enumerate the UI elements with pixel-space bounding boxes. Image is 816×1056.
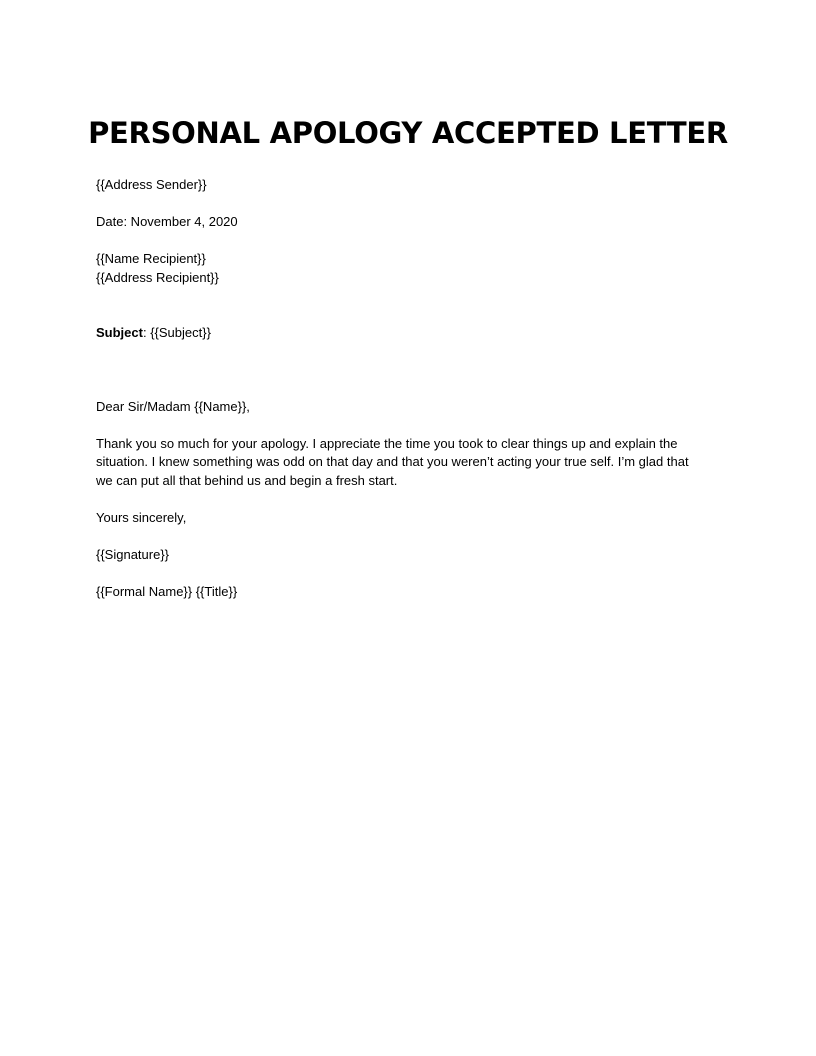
sender-address: {{Address Sender}}	[96, 177, 207, 192]
letter-body	[96, 176, 736, 601]
subject-value: : {{Subject}}	[142, 325, 211, 340]
formal-name-title: {{Formal Name}} {{Title}}	[96, 583, 238, 599]
subject-line	[96, 324, 736, 343]
recipient-address: {{Address Recipient}}	[96, 269, 219, 285]
closing: Yours sincerely,	[96, 509, 187, 525]
recipient-name: {{Name Recipient}}	[96, 251, 206, 266]
body-line: Thank you so much for your apology. I appreciate the time you took to clear things up and explain the	[96, 435, 678, 451]
body-line: situation. I knew something was odd on that day and that you weren’t acting your true self. I’m glad that	[96, 454, 689, 469]
body-paragraph	[96, 435, 728, 491]
letter-date: Date: November 4, 2020	[96, 214, 238, 229]
body-line: we can put all that behind us and begin a fresh start.	[96, 472, 398, 488]
signature: {{Signature}}	[96, 546, 170, 562]
letter-title: PERSONAL APOLOGY ACCEPTED LETTER	[88, 116, 728, 150]
subject-label: Subject	[96, 325, 143, 340]
salutation: Dear Sir/Madam {{Name}},	[96, 398, 250, 414]
